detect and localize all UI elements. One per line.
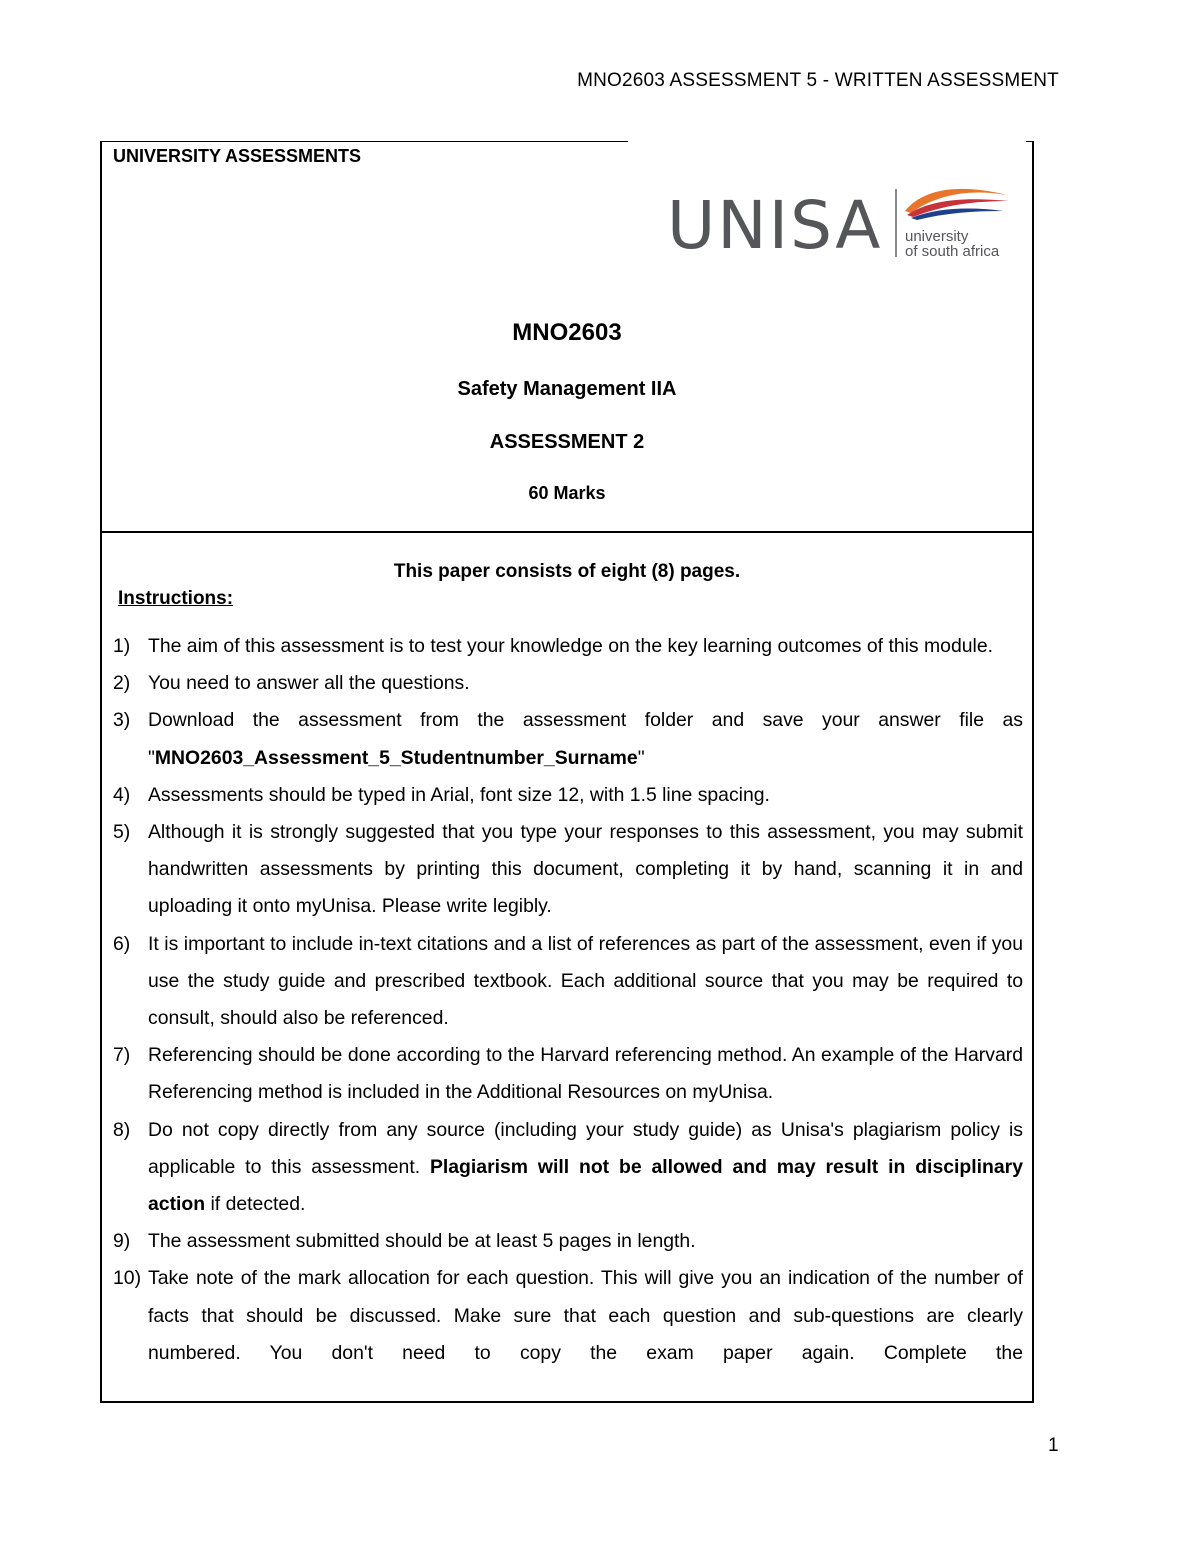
instruction-number: 6) (113, 932, 131, 955)
instruction-number: 9) (113, 1230, 131, 1253)
instruction-text: It is important to include in-text citations and a list of references as part of the assessment, even if you use the study guide and prescribed textbook. Each additional source that you may be required to consult, should also be referenced. (148, 932, 1023, 1030)
instruction-item (113, 628, 1023, 665)
running-header: MNO2603 ASSESSMENT 5 - WRITTEN ASSESSMENT (577, 70, 1059, 91)
logo-swoosh-icon (903, 185, 1011, 221)
instruction-number: 8) (113, 1118, 131, 1141)
page-number: 1 (1048, 1435, 1059, 1456)
quote-close: " (637, 746, 645, 769)
instruction-item (113, 1223, 1023, 1260)
instruction-text (148, 1119, 1023, 1215)
module-code: MNO2603 (512, 319, 622, 346)
instruction-number: 5) (113, 821, 131, 844)
instruction-text: Take note of the mark allocation for each question. This will give you an indication of the number of facts that should be discussed. Make sure that each question and sub-questions are clearly numbered. You don't need to copy the exam paper again. Complete the (148, 1267, 1023, 1364)
assessment-title: ASSESSMENT 2 (489, 431, 645, 453)
frame-divider (100, 531, 1034, 533)
frame-top-border (100, 141, 628, 142)
instructions-list (113, 628, 1023, 1372)
instruction-item (113, 814, 1023, 926)
logo-wordmark: UNISA (667, 187, 883, 264)
cover-frame (100, 141, 1034, 1403)
instruction-number: 1) (113, 635, 131, 657)
instruction-item (113, 926, 1023, 1038)
instruction-item (113, 665, 1023, 702)
instruction-item (113, 1037, 1023, 1111)
instruction-text: Assessments should be typed in Arial, font size 12, with 1.5 line spacing. (148, 783, 770, 806)
logo-subtext-south-africa: of south africa (905, 243, 1000, 260)
instruction-number: 10) (113, 1267, 142, 1290)
instruction-text (148, 709, 1023, 768)
instruction-item (113, 702, 1023, 776)
instruction-text-part: Download the assessment from the assessment folder and save your answer file as (148, 709, 1023, 732)
filename-format: MNO2603_Assessment_5_Studentnumber_Surname (154, 746, 638, 769)
instruction-text: Referencing should be done according to the Harvard referencing method. An example of the Harvard Referencing method is included in the Additional Resources on myUnisa. (148, 1044, 1023, 1104)
instruction-text: Although it is strongly suggested that you type your responses to this assessment, you may submit handwritten assessments by printing this document, completing it by hand, scanning it in and uploading it onto myUnisa. Please write legibly. (148, 821, 1023, 918)
instruction-item (113, 1112, 1023, 1224)
pages-note: This paper consists of eight (8) pages. (393, 561, 741, 582)
instruction-item (113, 777, 1023, 814)
plagiarism-warning: Plagiarism will not be allowed and may result in disciplinary action (148, 1155, 1023, 1216)
instruction-text: The assessment submitted should be at least 5 pages in length. (148, 1230, 696, 1253)
instructions-heading: Instructions: (118, 588, 234, 609)
instruction-number: 4) (113, 783, 131, 806)
quote-open: " (148, 746, 155, 769)
instruction-number: 2) (113, 672, 131, 695)
instruction-text: The aim of this assessment is to test your knowledge on the key learning outcomes of this module. (148, 635, 993, 657)
instruction-text-part: if detected. (210, 1193, 306, 1216)
instruction-text-part: Do not copy directly from any source (including your study guide) as Unisa's plagiarism policy is applicable to this assessment. (148, 1118, 1023, 1178)
logo-subtext-university: university (905, 228, 969, 245)
logo-divider (895, 189, 897, 257)
instruction-number: 7) (113, 1044, 131, 1067)
unisa-logo (667, 185, 1012, 263)
instruction-item (113, 1260, 1023, 1372)
module-name: Safety Management IIA (457, 378, 677, 400)
instruction-text: You need to answer all the questions. (148, 672, 470, 695)
frame-bottom-border (100, 1401, 1034, 1403)
instruction-number: 3) (113, 709, 131, 732)
marks-total: 60 Marks (528, 483, 606, 503)
section-heading: UNIVERSITY ASSESSMENTS (113, 146, 362, 166)
